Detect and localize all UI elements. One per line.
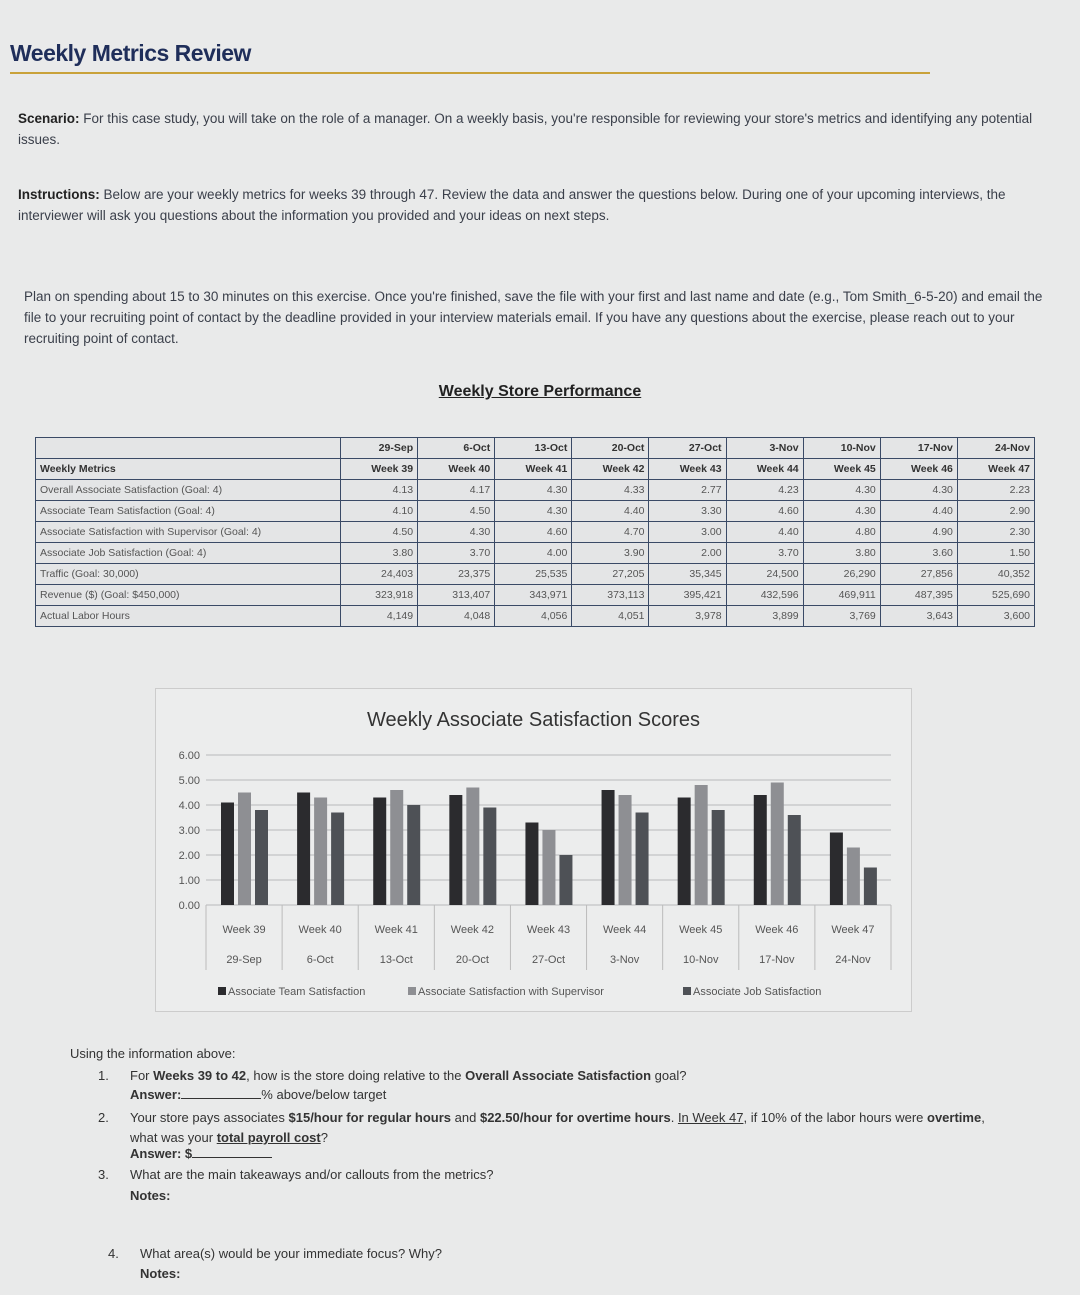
satisfaction-chart xyxy=(155,688,912,1012)
legend-swatch xyxy=(683,987,691,995)
table-row xyxy=(36,522,1035,543)
metric-value: 4,048 xyxy=(418,606,495,627)
week-header: Week 44 xyxy=(726,459,803,480)
bar-associate-job-satisfaction xyxy=(864,868,877,906)
metric-value: 4,056 xyxy=(495,606,572,627)
answer-label: Answer: xyxy=(130,1087,182,1102)
metric-value: 3.70 xyxy=(418,543,495,564)
question-text-segment: goal? xyxy=(651,1068,687,1083)
legend-swatch xyxy=(218,987,226,995)
bar-associate-team-satisfaction xyxy=(297,793,310,906)
scenario-paragraph xyxy=(18,108,1058,150)
metric-value: 4.70 xyxy=(572,522,649,543)
metric-value: 395,421 xyxy=(649,585,726,606)
metric-label: Actual Labor Hours xyxy=(36,606,341,627)
table-row xyxy=(36,480,1035,501)
metric-value: 3.70 xyxy=(726,543,803,564)
question-text-segment: and xyxy=(451,1110,480,1125)
metric-value: 4.00 xyxy=(495,543,572,564)
metric-value: 4.30 xyxy=(495,480,572,501)
x-category-label: Week 40 xyxy=(298,924,342,936)
question-text: What are the main takeaways and/or callouts from the metrics? xyxy=(130,1167,494,1182)
x-date-label: 27-Oct xyxy=(531,954,566,966)
table-week-row xyxy=(36,459,1035,480)
question-text: What area(s) would be your immediate focus? Why? xyxy=(140,1246,443,1261)
week-header: Week 42 xyxy=(572,459,649,480)
question-number: 4. xyxy=(108,1246,119,1261)
x-category-label: Week 41 xyxy=(374,924,418,936)
x-category-label: Week 46 xyxy=(755,924,799,936)
weekly-metrics-table xyxy=(35,437,1035,627)
bar-associate-team-satisfaction xyxy=(373,798,386,906)
bar-associate-satisfaction-with-supervisor xyxy=(619,795,632,905)
metric-value: 4.60 xyxy=(495,522,572,543)
bar-associate-satisfaction-with-supervisor xyxy=(542,830,555,905)
bar-associate-satisfaction-with-supervisor xyxy=(771,783,784,906)
metric-value: 4.50 xyxy=(341,522,418,543)
metric-value: 4.13 xyxy=(341,480,418,501)
date-header: 27-Oct xyxy=(649,438,726,459)
metric-value: 3,600 xyxy=(957,606,1034,627)
question-text-segment: , how is the store doing relative to the xyxy=(246,1068,466,1083)
metric-value: 3.30 xyxy=(649,501,726,522)
x-date-label: 20-Oct xyxy=(455,954,489,966)
question-3 xyxy=(98,1167,494,1182)
metric-value: 4.90 xyxy=(880,522,957,543)
question-number: 2. xyxy=(98,1110,109,1125)
metric-value: 343,971 xyxy=(495,585,572,606)
week-header: Week 43 xyxy=(649,459,726,480)
metric-value: 25,535 xyxy=(495,564,572,585)
week-header: Week 45 xyxy=(803,459,880,480)
metric-value: 4.30 xyxy=(880,480,957,501)
week-header: Week 39 xyxy=(341,459,418,480)
date-header: 10-Nov xyxy=(803,438,880,459)
y-tick-label: 3.00 xyxy=(178,825,200,837)
answer-label: Answer: $ xyxy=(130,1146,193,1161)
question-number: 3. xyxy=(98,1167,109,1182)
bar-associate-team-satisfaction xyxy=(830,833,843,906)
question-text-segment: Overall Associate Satisfaction xyxy=(465,1068,652,1083)
metric-value: 4.10 xyxy=(341,501,418,522)
bar-associate-team-satisfaction xyxy=(754,795,767,905)
x-category-label: Week 43 xyxy=(526,924,571,936)
x-date-label: 29-Sep xyxy=(226,954,262,966)
bar-associate-satisfaction-with-supervisor xyxy=(238,793,251,906)
x-date-label: 13-Oct xyxy=(379,954,413,966)
x-category-label: Week 39 xyxy=(222,924,266,936)
y-tick-label: 4.00 xyxy=(178,800,200,812)
table-row xyxy=(36,606,1035,627)
question-text-segment: total payroll cost xyxy=(216,1130,321,1145)
metric-value: 4.30 xyxy=(495,501,572,522)
y-tick-label: 6.00 xyxy=(178,750,200,762)
date-header: 17-Nov xyxy=(880,438,957,459)
legend-swatch xyxy=(408,987,416,995)
question-text-segment: In Week 47 xyxy=(677,1110,744,1125)
metric-value: 323,918 xyxy=(341,585,418,606)
metric-value: 3.80 xyxy=(803,543,880,564)
metric-value: 27,205 xyxy=(572,564,649,585)
bar-associate-job-satisfaction xyxy=(559,855,572,905)
bar-associate-satisfaction-with-supervisor xyxy=(390,790,403,905)
chart-title: Weekly Associate Satisfaction Scores xyxy=(366,709,701,731)
scenario-label: Scenario: xyxy=(18,111,80,126)
date-header: 20-Oct xyxy=(572,438,649,459)
questions-intro: Using the information above: xyxy=(70,1046,236,1061)
x-date-label: 3-Nov xyxy=(609,954,640,966)
table-corner-label: Weekly Metrics xyxy=(36,459,341,480)
metric-value: 4.60 xyxy=(726,501,803,522)
metric-value: 23,375 xyxy=(418,564,495,585)
bar-associate-team-satisfaction xyxy=(678,798,691,906)
question-text-segment: overtime xyxy=(927,1110,982,1125)
metric-value: 3,643 xyxy=(880,606,957,627)
answer-2-blank[interactable] xyxy=(192,1157,272,1158)
instructions-text: Below are your weekly metrics for weeks 39 through 47. Review the data and answer the questions below. During one of your upcoming interviews, the interviewer will ask you questions about the information you provided and your ideas on next steps. xyxy=(18,187,1006,223)
question-text-segment: For xyxy=(130,1068,154,1083)
metric-value: 4.33 xyxy=(572,480,649,501)
legend-label: Associate Job Satisfaction xyxy=(693,986,822,998)
metric-value: 4.80 xyxy=(803,522,880,543)
table-row xyxy=(36,501,1035,522)
question-text-segment: , if 10% of the labor hours were xyxy=(743,1110,928,1125)
notes-4: Notes: xyxy=(140,1266,181,1281)
metric-value: 4,051 xyxy=(572,606,649,627)
instructions-paragraph xyxy=(18,184,1058,226)
bar-associate-team-satisfaction xyxy=(221,803,234,906)
question-text-segment: . xyxy=(670,1110,678,1125)
bar-associate-job-satisfaction xyxy=(255,810,268,905)
table-corner-cell xyxy=(36,438,341,459)
metric-value: 4.40 xyxy=(572,501,649,522)
bar-associate-team-satisfaction xyxy=(525,823,538,906)
metric-value: 4.30 xyxy=(803,501,880,522)
metric-value: 27,856 xyxy=(880,564,957,585)
metric-label: Associate Satisfaction with Supervisor (Goal: 4) xyxy=(36,522,341,543)
week-header: Week 41 xyxy=(495,459,572,480)
bar-associate-job-satisfaction xyxy=(407,805,420,905)
x-date-label: 24-Nov xyxy=(835,954,871,966)
answer-1 xyxy=(130,1087,386,1102)
bar-associate-job-satisfaction xyxy=(788,815,801,905)
x-date-label: 17-Nov xyxy=(759,954,795,966)
y-tick-label: 1.00 xyxy=(178,875,200,887)
table-date-row xyxy=(36,438,1035,459)
metric-value: 2.00 xyxy=(649,543,726,564)
metric-value: 3.80 xyxy=(341,543,418,564)
metric-label: Revenue ($) (Goal: $450,000) xyxy=(36,585,341,606)
metric-label: Traffic (Goal: 30,000) xyxy=(36,564,341,585)
answer-1-blank[interactable] xyxy=(181,1098,261,1099)
bar-associate-satisfaction-with-supervisor xyxy=(314,798,327,906)
date-header: 6-Oct xyxy=(418,438,495,459)
legend-label: Associate Team Satisfaction xyxy=(228,986,366,998)
metric-label: Associate Job Satisfaction (Goal: 4) xyxy=(36,543,341,564)
question-text-segment: $22.50/hour for overtime hours xyxy=(479,1110,671,1125)
metric-value: 469,911 xyxy=(803,585,880,606)
answer-2 xyxy=(130,1146,272,1161)
week-header: Week 40 xyxy=(418,459,495,480)
metric-label: Associate Team Satisfaction (Goal: 4) xyxy=(36,501,341,522)
bar-associate-job-satisfaction xyxy=(712,810,725,905)
metric-label: Overall Associate Satisfaction (Goal: 4) xyxy=(36,480,341,501)
metric-value: 432,596 xyxy=(726,585,803,606)
question-text-segment: ? xyxy=(320,1130,328,1145)
metric-value: 3.00 xyxy=(649,522,726,543)
chart-canvas xyxy=(156,689,911,1011)
date-header: 29-Sep xyxy=(341,438,418,459)
instructions-label: Instructions: xyxy=(18,187,100,202)
metric-value: 4.40 xyxy=(880,501,957,522)
scenario-text: For this case study, you will take on the role of a manager. On a weekly basis, you're responsible for reviewing your store's metrics and identifying any potential issues. xyxy=(18,111,1033,147)
metric-value: 3,899 xyxy=(726,606,803,627)
week-header: Week 47 xyxy=(957,459,1034,480)
metric-value: 4,149 xyxy=(341,606,418,627)
date-header: 3-Nov xyxy=(726,438,803,459)
metric-value: 313,407 xyxy=(418,585,495,606)
table-row xyxy=(36,564,1035,585)
metric-value: 2.90 xyxy=(957,501,1034,522)
table-title: Weekly Store Performance xyxy=(438,383,642,400)
bar-associate-team-satisfaction xyxy=(602,790,615,905)
question-1 xyxy=(98,1068,990,1083)
table-row xyxy=(36,585,1035,606)
metric-value: 1.50 xyxy=(957,543,1034,564)
metric-value: 3.90 xyxy=(572,543,649,564)
date-header: 13-Oct xyxy=(495,438,572,459)
bar-associate-satisfaction-with-supervisor xyxy=(695,785,708,905)
question-text-segment: $15/hour for regular hours xyxy=(288,1110,452,1125)
table-row xyxy=(36,543,1035,564)
metric-value: 35,345 xyxy=(649,564,726,585)
notes-3: Notes: xyxy=(130,1188,171,1203)
question-4 xyxy=(108,1246,443,1261)
metric-value: 4.30 xyxy=(803,480,880,501)
metric-value: 373,113 xyxy=(572,585,649,606)
metric-value: 3.60 xyxy=(880,543,957,564)
bar-associate-job-satisfaction xyxy=(636,813,649,906)
metric-value: 2.77 xyxy=(649,480,726,501)
y-tick-label: 0.00 xyxy=(178,900,200,912)
metric-value: 4.23 xyxy=(726,480,803,501)
bar-associate-satisfaction-with-supervisor xyxy=(847,848,860,906)
question-2 xyxy=(98,1108,1010,1148)
metric-value: 4.50 xyxy=(418,501,495,522)
metric-value: 4.30 xyxy=(418,522,495,543)
y-tick-label: 2.00 xyxy=(178,850,200,862)
metric-value: 24,500 xyxy=(726,564,803,585)
metric-value: 40,352 xyxy=(957,564,1034,585)
metric-value: 3,769 xyxy=(803,606,880,627)
question-text-segment: Your store pays associates xyxy=(130,1110,289,1125)
bar-associate-job-satisfaction xyxy=(483,808,496,906)
metric-value: 4.40 xyxy=(726,522,803,543)
bar-associate-team-satisfaction xyxy=(449,795,462,905)
bar-associate-satisfaction-with-supervisor xyxy=(466,788,479,906)
page-title: Weekly Metrics Review xyxy=(10,40,251,66)
plan-paragraph: Plan on spending about 15 to 30 minutes on this exercise. Once you're finished, save the file with your first and last name and date (e.g., Tom Smith_6-5-20) and email the file to your recruiting point of contact by the deadline provided in your interview materials email. If you have any questions about the exercise, please reach out to your recruiting point of contact. xyxy=(24,289,1043,346)
metric-value: 525,690 xyxy=(957,585,1034,606)
question-text-segment: Weeks 39 to 42 xyxy=(153,1068,247,1083)
answer-suffix: % above/below target xyxy=(261,1087,387,1102)
title-divider xyxy=(10,72,930,74)
x-category-label: Week 42 xyxy=(450,924,494,936)
y-tick-label: 5.00 xyxy=(178,775,200,787)
metric-value: 4.17 xyxy=(418,480,495,501)
x-category-label: Week 45 xyxy=(679,924,723,936)
legend-label: Associate Satisfaction with Supervisor xyxy=(418,986,604,998)
x-date-label: 6-Oct xyxy=(306,954,334,966)
metric-value: 3,978 xyxy=(649,606,726,627)
date-header: 24-Nov xyxy=(957,438,1034,459)
question-number: 1. xyxy=(98,1068,109,1083)
metric-value: 2.30 xyxy=(957,522,1034,543)
week-header: Week 46 xyxy=(880,459,957,480)
question-text-segment: , what was your xyxy=(130,1110,985,1145)
x-category-label: Week 44 xyxy=(603,924,647,936)
metric-value: 2.23 xyxy=(957,480,1034,501)
x-date-label: 10-Nov xyxy=(682,954,719,966)
x-category-label: Week 47 xyxy=(831,924,875,936)
metric-value: 24,403 xyxy=(341,564,418,585)
metric-value: 26,290 xyxy=(803,564,880,585)
bar-associate-job-satisfaction xyxy=(331,813,344,906)
metric-value: 487,395 xyxy=(880,585,957,606)
